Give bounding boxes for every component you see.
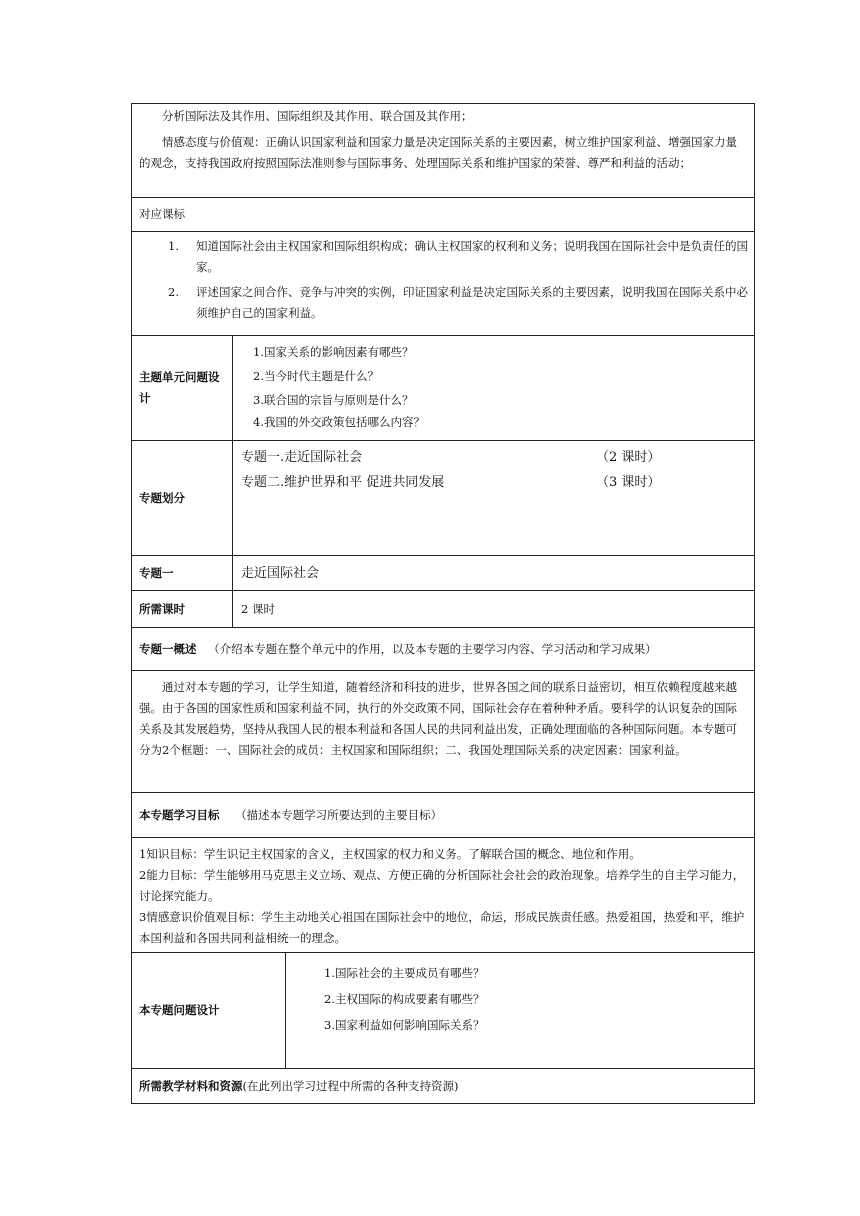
unit-questions-row [132, 336, 755, 441]
goal-item: 2能力目标：学生能够用马克思主义立场、观点、方便正确的分析国际社会社会的政治现象。培养学生的自主学习能力，讨论探究能力。 [139, 868, 745, 903]
materials-row [132, 1069, 755, 1104]
topic1-row [132, 556, 755, 591]
objective-line-1: 分析国际法及其作用、国际组织及其作用、联合国及其作用； [162, 109, 473, 123]
topics-label: 专题划分 [132, 441, 233, 556]
unit-question: 2.当今时代主题是什么？ [253, 369, 379, 383]
curriculum-item: 1. 知道国际社会由主权国家和国际组织构成；确认主权国家的权利和义务；说明我国在国际社会中是负责任的国家。 [168, 239, 748, 274]
goals-items-row [132, 838, 755, 953]
overview-note: （介绍本专题在整个单元中的作用，以及本专题的主要学习内容、学习活动和学习成果） [208, 641, 657, 656]
unit-question: 1.国家关系的影响因素有哪些？ [253, 345, 414, 359]
curriculum-items-row [132, 232, 755, 336]
materials-note: (在此列出学习过程中所需的各种支持资源) [242, 1078, 459, 1093]
unit-questions-label: 主题单元问题设计 [132, 336, 233, 441]
objective-line-2: 情感态度与价值观：正确认识国家利益和国家力量是决定国际关系的主要因素，树立维护国家利益、增强国家力量的观念，支持我国政府按照国际法准则参与国际事务、处理国际关系和维护国家的荣誉、尊严和利益的活动； [139, 135, 737, 170]
curriculum-list [132, 236, 754, 324]
lesson-plan-sheet [131, 103, 754, 1104]
overview-label-row [132, 628, 755, 671]
hours-row [132, 591, 755, 628]
curriculum-label-row [132, 198, 755, 232]
topic-question: 1.国际社会的主要成员有哪些？ [324, 966, 485, 980]
topic-item-1: 专题一.走近国际社会 （2 课时） [241, 450, 661, 465]
hours-label: 所需课时 [132, 591, 233, 628]
goal-item: 3情感意识价值观目标：学生主动地关心祖国在国际社会中的地位，命运，形成民族责任感。热爱祖国，热爱和平，维护本国利益和各国共同利益相统一的理念。 [139, 910, 745, 945]
curriculum-item: 2. 评述国家之间合作、竞争与冲突的实例，印证国家利益是决定国际关系的主要因素，说明我国在国际关系中必须维护自己的国家利益。 [168, 285, 748, 320]
materials-label: 所需教学材料和资源 [139, 1078, 243, 1093]
goals-label: 本专题学习目标 [139, 807, 220, 822]
goals-label-row [132, 793, 755, 838]
unit-question: 4.我国的外交政策包括哪么内容？ [253, 415, 425, 429]
overview-label: 专题一概述 [139, 641, 197, 656]
topic1-label: 专题一 [132, 556, 233, 591]
overview-text-row [132, 671, 755, 793]
topic-question: 3.国家利益如何影响国际关系？ [324, 1018, 485, 1032]
lesson-plan-table [131, 103, 755, 1104]
topic-questions-label: 本专题问题设计 [132, 953, 286, 1069]
objectives-row [132, 104, 755, 198]
goal-item: 1知识目标：学生识记主权国家的含义，主权国家的权力和义务。了解联合国的概念、地位和作用。 [139, 847, 641, 861]
topics-row [132, 441, 755, 556]
goals-note: （描述本专题学习所要达到的主要目标） [235, 807, 443, 822]
hours-value: 2 课时 [233, 591, 755, 628]
topic-item-2: 专题二.维护世界和平 促进共同发展 （3 课时） [241, 475, 661, 490]
curriculum-label: 对应课标 [139, 207, 185, 221]
topic-question: 2.主权国际的构成要素有哪些？ [324, 992, 485, 1006]
overview-text: 通过对本专题的学习，让学生知道，随着经济和科技的进步，世界各国之间的联系日益密切，相互依赖程度越来越强。由于各国的国家性质和国家利益不同，执行的外交政策不同，国际社会存在着种种矛盾。要科学的认识复杂的国际关系及其发展趋势，坚持从我国人民的根本利益和各国人民的共同利益出发，正确处理面临的各种国际问题。本专题可分为2个框题：一、国际社会的成员：主权国家和国际组织；二、我国处理国际关系的决定因素：国家利益。 [139, 680, 737, 757]
topic1-value: 走近国际社会 [233, 556, 755, 591]
topic-questions-row [132, 953, 755, 1069]
unit-question: 3.联合国的宗旨与原则是什么？ [253, 393, 414, 407]
